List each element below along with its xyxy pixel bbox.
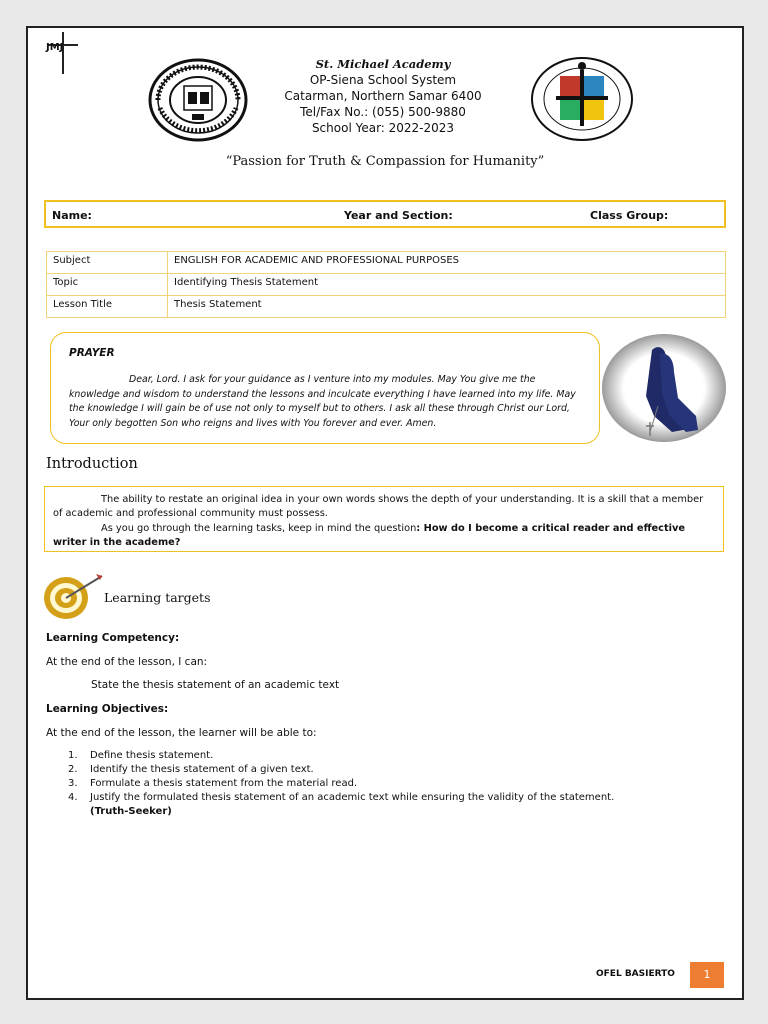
document-page	[26, 26, 744, 1000]
objectives-intro: At the end of the lesson, the learner will be able to:	[46, 727, 317, 739]
row-value: Thesis Statement	[168, 296, 726, 318]
objectives-label: Learning Objectives:	[46, 703, 169, 715]
introduction-heading: Introduction	[46, 456, 138, 472]
row-value: Identifying Thesis Statement	[168, 274, 726, 296]
competency-item: State the thesis statement of an academic text	[91, 679, 340, 691]
row-label: Lesson Title	[47, 296, 168, 318]
cross-icon	[62, 32, 64, 74]
key-question: How do I become a critical reader and effective writer in the academe?	[53, 522, 686, 549]
competency-label: Learning Competency:	[46, 632, 180, 644]
name-label: Name:	[52, 209, 92, 222]
list-item: 4. Justify the formulated thesis statement of an academic text while ensuring the validity of the statement. (Truth-Seeker)	[68, 792, 615, 817]
school-motto: “Passion for Truth & Compassion for Humanity”	[225, 154, 545, 169]
school-address: Catarman, Northern Samar 6400	[284, 89, 482, 103]
row-label: Topic	[47, 274, 168, 296]
learning-targets-heading: Learning targets	[104, 590, 211, 605]
school-name: St. Michael Academy	[315, 57, 451, 71]
intro-paragraph-1: The ability to restate an original idea in your own words shows the depth of your understanding. It is a skill that a member of academic and professional community must possess.	[53, 494, 704, 520]
school-year: School Year: 2022-2023	[311, 121, 455, 135]
introduction-box	[44, 486, 724, 552]
school-header	[228, 56, 538, 136]
year-section-label: Year and Section:	[344, 209, 453, 222]
value-tag: (Truth-Seeker)	[90, 806, 172, 817]
row-value: ENGLISH FOR ACADEMIC AND PROFESSIONAL PURPOSES	[168, 252, 726, 274]
prayer-title: PRAYER	[69, 347, 115, 359]
prayer-box	[50, 332, 600, 444]
jmj-mark: JMJ	[46, 42, 64, 53]
class-group-label: Class Group:	[590, 209, 669, 222]
row-label: Subject	[47, 252, 168, 274]
lesson-info-table	[46, 251, 726, 318]
praying-hands-icon	[600, 332, 728, 444]
objectives-list	[46, 749, 736, 819]
intro-paragraph-2: As you go through the learning tasks, keep in mind the question: How do I become a critical reader and effective writer in the academe?	[53, 522, 686, 549]
target-arrow-icon	[42, 570, 108, 622]
author-name: OFEL BASIERTO	[596, 969, 675, 979]
table-row	[47, 252, 726, 274]
student-info-bar	[44, 200, 726, 228]
list-item: 3. Formulate a thesis statement from the material read.	[68, 778, 358, 789]
dominican-shield-icon	[530, 56, 634, 142]
page-number: 1	[690, 962, 724, 988]
prayer-text: Dear, Lord. I ask for your guidance as I venture into my modules. May You give me the knowledge and wisdom to understand the lessons and inculcate everything I have learned into my life. May the knowledge I will gain be of use not only to myself but to others. I ask all these through Christ our Lord, Your only begotten Son who reigns and lives with You forever and ever. Amen.	[69, 374, 576, 429]
school-telfax: Tel/Fax No.: (055) 500-9880	[300, 105, 466, 119]
table-row	[47, 274, 726, 296]
table-row	[47, 296, 726, 318]
list-item: 1. Define thesis statement.	[68, 750, 214, 761]
list-item: 2. Identify the thesis statement of a given text.	[68, 764, 314, 775]
school-system: OP-Siena School System	[309, 73, 457, 87]
competency-intro: At the end of the lesson, I can:	[46, 656, 208, 668]
